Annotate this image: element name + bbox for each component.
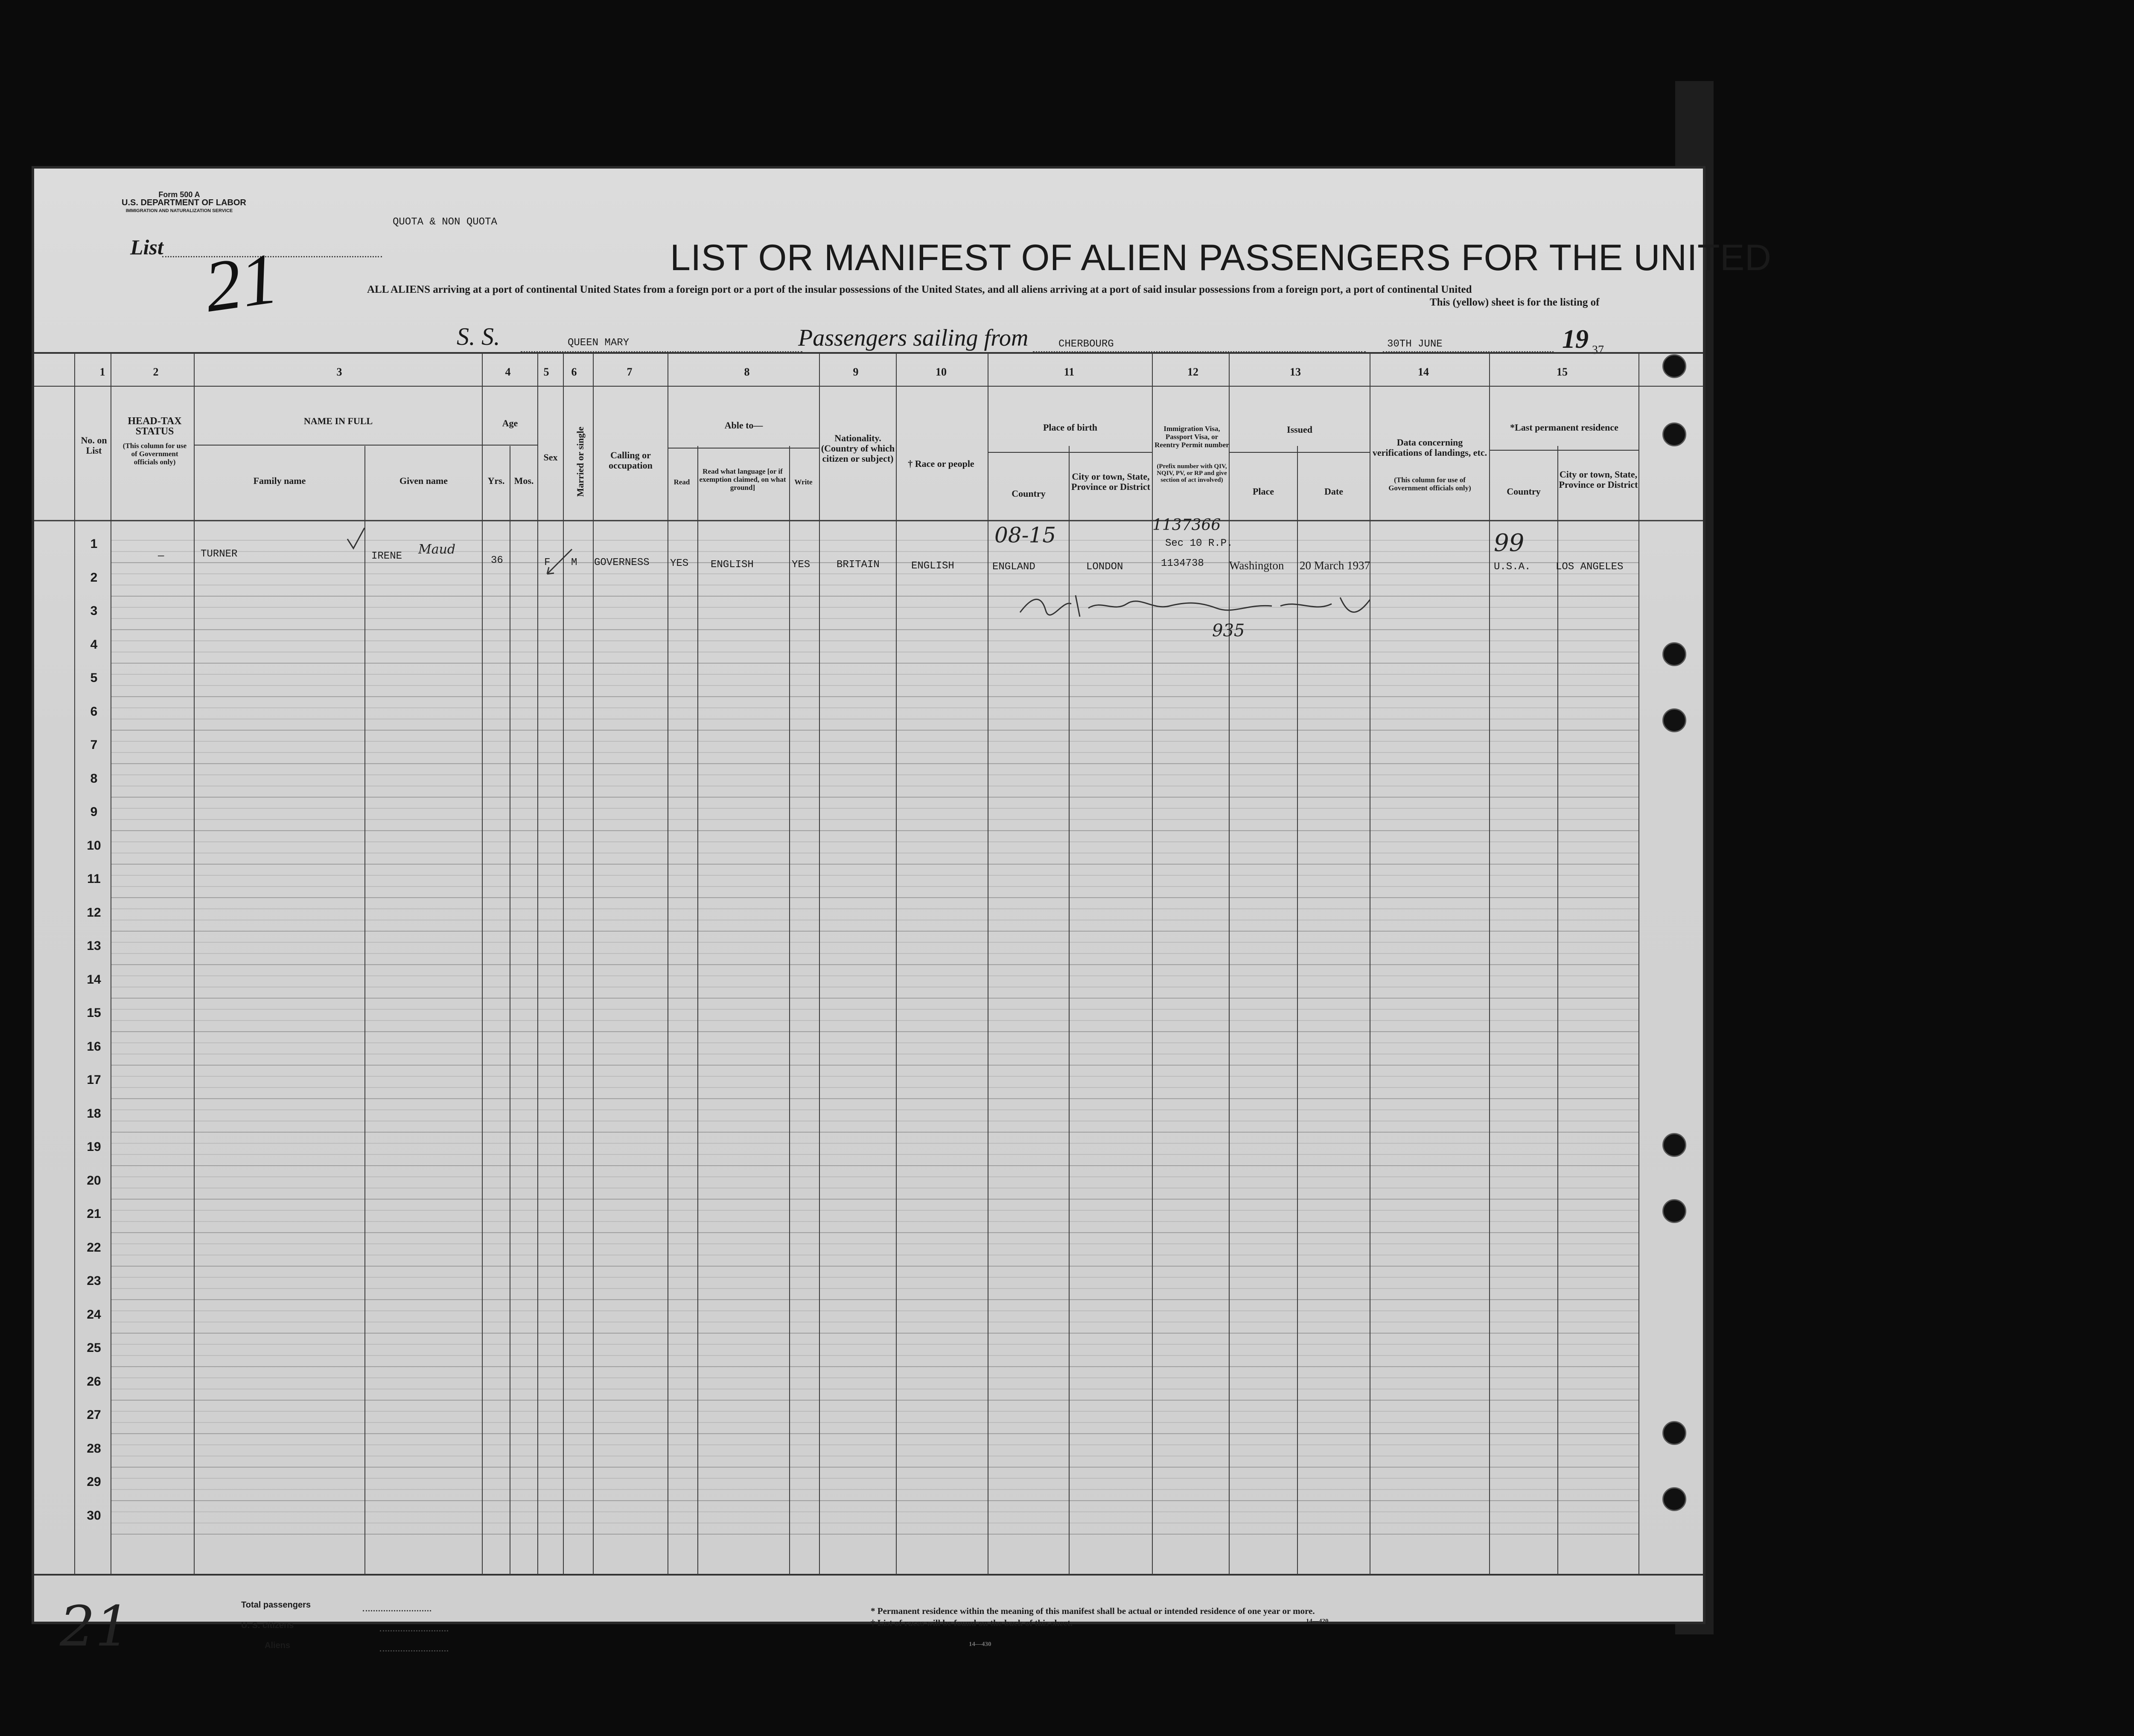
- header-landings-note: (This column for use of Government officials only): [1388, 476, 1471, 492]
- header-issued-date: Date: [1324, 486, 1343, 497]
- margin-number-handwritten: 21: [60, 1594, 131, 1659]
- form-code: 14—420: [1306, 1618, 1329, 1625]
- col-number: 13: [1290, 366, 1301, 378]
- row-number: 7: [90, 738, 98, 752]
- residence-footnote: * Permanent residence within the meaning of this manifest shall be actual or intended residence of one year or more.: [871, 1606, 1315, 1616]
- residence-code-handwritten: 99: [1494, 529, 1525, 557]
- col-number: 15: [1557, 366, 1568, 378]
- row-number: 6: [90, 704, 98, 719]
- header-landings: Data concerning verifications of landings, etc.: [1372, 437, 1487, 458]
- bottom-form-code: 14—430: [969, 1641, 991, 1648]
- total-passengers-label: Total passengers: [241, 1600, 311, 1610]
- race-value: ENGLISH: [911, 560, 954, 572]
- sailing-port: CHERBOURG: [1058, 338, 1114, 350]
- list-number: 21: [199, 238, 283, 327]
- header-visa-note: (Prefix number with QIV, NQIV, PV, or RP and give section of act involved): [1157, 463, 1227, 484]
- row-number: 5: [90, 671, 98, 685]
- header-age-years: Yrs.: [487, 475, 505, 486]
- col-number: 12: [1187, 366, 1198, 378]
- given-name-value: IRENE: [371, 551, 402, 562]
- header-issued: Issued: [1287, 424, 1312, 435]
- col-number: 1: [99, 366, 105, 378]
- handwritten-signature: [1016, 587, 1391, 625]
- list-label: List: [130, 235, 163, 259]
- aliens-line: [380, 1650, 448, 1652]
- row-number: 9: [90, 805, 98, 819]
- col-number: 10: [936, 366, 947, 378]
- us-citizens-label: U. S. citizens: [241, 1621, 294, 1630]
- row-number: 27: [87, 1408, 101, 1422]
- year-suffix: 37: [1592, 344, 1604, 357]
- check-mark-arrow: [542, 548, 576, 578]
- col-number: 11: [1064, 366, 1075, 378]
- row-number: 11: [87, 872, 101, 886]
- punch-hole: [1662, 1199, 1686, 1223]
- header-issued-place: Place: [1252, 486, 1274, 497]
- visa-number-value: 1134738: [1161, 558, 1204, 569]
- row-number: 22: [87, 1240, 101, 1255]
- sex-value: F: [544, 557, 551, 568]
- col-number: 4: [505, 366, 511, 378]
- header-age: Age: [502, 418, 518, 428]
- birth-code-handwritten: 08-15: [994, 523, 1056, 548]
- head-tax-value: —: [158, 551, 164, 562]
- punch-hole: [1662, 708, 1686, 732]
- header-write: Write: [794, 478, 813, 486]
- visa-section-value: Sec 10 R.P.: [1165, 538, 1233, 549]
- nationality-value: BRITAIN: [837, 559, 880, 571]
- occupation-value: GOVERNESS: [594, 557, 650, 568]
- sailing-label: Passengers sailing from: [798, 325, 1029, 351]
- res-country-value: U.S.A.: [1494, 561, 1531, 573]
- row-number: 10: [87, 838, 101, 853]
- sailing-date: 30TH JUNE: [1387, 338, 1443, 350]
- punch-hole: [1662, 1133, 1686, 1157]
- row-number: 21: [87, 1207, 101, 1221]
- header-occupation: Calling or occupation: [609, 450, 653, 471]
- row-number: 30: [87, 1508, 101, 1523]
- row-number: 16: [87, 1039, 101, 1054]
- header-res-country: Country: [1507, 486, 1541, 497]
- row-number: 19: [87, 1140, 101, 1154]
- manifest-title: LIST OR MANIFEST OF ALIEN PASSENGERS FOR THE UNITED: [670, 237, 1772, 278]
- header-family-name: Family name: [253, 475, 306, 486]
- total-line: [363, 1610, 431, 1611]
- punch-hole: [1662, 422, 1686, 446]
- punch-hole: [1662, 1487, 1686, 1511]
- header-no-on-list: No. on List: [81, 435, 107, 456]
- file-code-handwritten: 935: [1212, 621, 1245, 641]
- header-res-city: City or town, State, Province or District: [1559, 469, 1638, 490]
- row-number: 26: [87, 1374, 101, 1389]
- header-given-name: Given name: [399, 475, 448, 486]
- header-birth-country: Country: [1012, 488, 1046, 499]
- races-footnote: † List of races will be found on the back of this sheet.: [871, 1618, 1073, 1628]
- quota-note: QUOTA & NON QUOTA: [393, 216, 497, 228]
- row-number: 17: [87, 1073, 101, 1087]
- header-read: Read: [673, 478, 690, 486]
- header-residence: *Last permanent residence: [1510, 422, 1618, 433]
- col-number: 6: [571, 366, 577, 378]
- row-number: 29: [87, 1475, 101, 1489]
- ship-name: QUEEN MARY: [568, 337, 630, 349]
- given-name-handwritten: Maud: [418, 542, 456, 557]
- header-sex: Sex: [543, 452, 558, 463]
- citizens-line: [380, 1630, 448, 1631]
- ss-label: S. S.: [457, 323, 500, 350]
- col-number: 5: [543, 366, 549, 378]
- aliens-label: Aliens: [265, 1641, 291, 1650]
- col-number: 2: [153, 366, 159, 378]
- row-number: 13: [87, 939, 101, 953]
- issued-date-value: 20 March 1937: [1300, 559, 1370, 572]
- language-value: ENGLISH: [711, 559, 754, 571]
- header-race: † Race or people: [908, 458, 974, 469]
- service-name: IMMIGRATION AND NATURALIZATION SERVICE: [125, 208, 233, 213]
- row-number: 28: [87, 1441, 101, 1456]
- read-value: YES: [670, 558, 689, 569]
- res-city-value: LOS ANGELES: [1556, 561, 1624, 573]
- col-number: 14: [1418, 366, 1429, 378]
- header-visa: Immigration Visa, Passport Visa, or Reentry Permit number: [1154, 425, 1229, 449]
- col-number: 7: [627, 366, 633, 378]
- row-number: 15: [87, 1006, 101, 1020]
- col-number: 3: [336, 366, 342, 378]
- subtitle-line-2: This (yellow) sheet is for the listing of: [1430, 297, 1600, 308]
- header-name-in-full: NAME IN FULL: [303, 416, 373, 426]
- punch-hole: [1662, 354, 1686, 378]
- header-nationality: Nationality. (Country of which citizen or subject): [821, 433, 895, 464]
- birth-city-value: LONDON: [1086, 561, 1123, 573]
- birth-country-value: ENGLAND: [992, 561, 1035, 573]
- punch-hole: [1662, 1421, 1686, 1445]
- row-number: 25: [87, 1341, 101, 1355]
- subtitle-line-1: ALL ALIENS arriving at a port of continental United States from a foreign port or a port of the insular possessions of the United States, and all aliens arriving at a port of said insular possessions from a foreign port, a port of continental United: [367, 284, 1472, 295]
- header-place-of-birth: Place of birth: [1043, 422, 1098, 433]
- row-number: 3: [90, 604, 98, 618]
- row-number: 18: [87, 1106, 101, 1121]
- year-prefix: 19: [1562, 325, 1589, 354]
- row-number: 24: [87, 1307, 101, 1322]
- visa-handwritten: 1137366: [1152, 516, 1221, 534]
- row-number: 2: [90, 570, 98, 585]
- department-name: U.S. DEPARTMENT OF LABOR: [122, 198, 246, 207]
- row-number: 14: [87, 972, 101, 987]
- header-married: Married or single: [575, 426, 586, 497]
- age-years-value: 36: [491, 555, 503, 566]
- row-number: 8: [90, 771, 98, 786]
- header-head-tax-note: (This column for use of Government officials only): [122, 442, 187, 466]
- header-read-language: Read what language [or if exemption claimed, on what ground]: [699, 467, 786, 492]
- issued-place-value: Washington: [1229, 559, 1284, 572]
- check-mark: [346, 526, 367, 552]
- col-number: 8: [744, 366, 750, 378]
- marital-value: M: [571, 557, 577, 568]
- punch-hole: [1662, 642, 1686, 666]
- header-birth-city: City or town, State, Province or District: [1071, 471, 1150, 492]
- form-number: Form 500 A: [158, 190, 200, 199]
- family-name-value: TURNER: [201, 548, 238, 560]
- row-number: 4: [90, 637, 98, 652]
- header-age-months: Mos.: [514, 475, 534, 486]
- row-number: 1: [90, 537, 98, 551]
- row-number: 12: [87, 905, 101, 920]
- row-number: 23: [87, 1274, 101, 1288]
- header-able-to: Able to—: [724, 420, 763, 431]
- table-grid: [34, 169, 1703, 1622]
- header-head-tax: HEAD-TAX STATUS: [128, 416, 182, 437]
- row-number: 20: [87, 1173, 101, 1188]
- col-number: 9: [853, 366, 859, 378]
- write-value: YES: [792, 559, 810, 571]
